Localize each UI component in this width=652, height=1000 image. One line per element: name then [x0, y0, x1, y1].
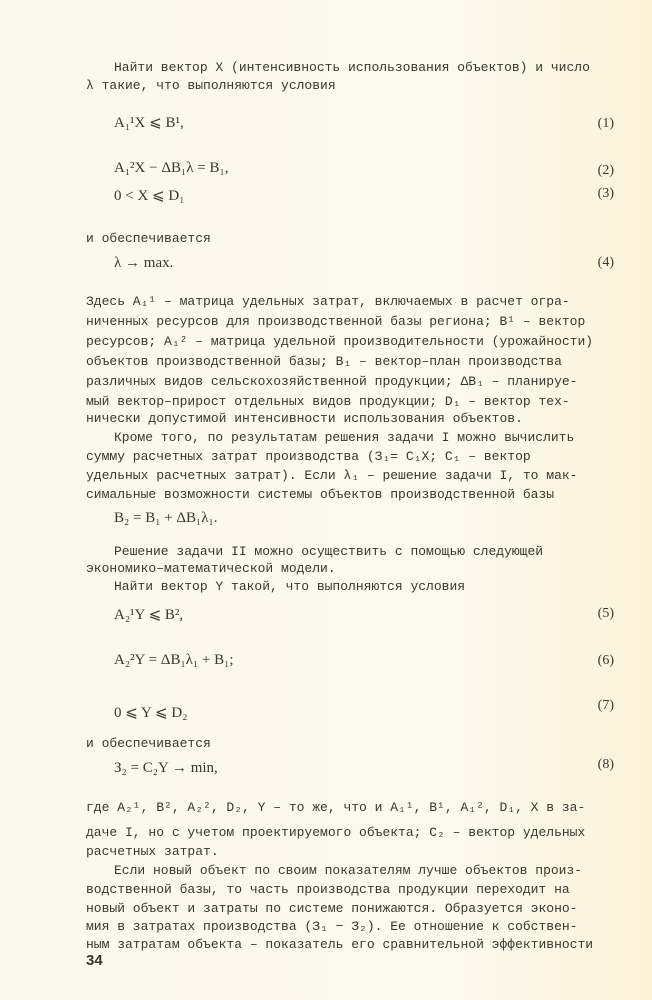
paragraph-line: λ такие, что выполняются условия	[86, 78, 336, 93]
paragraph-line: нически допустимой интенсивности использования объектов.	[86, 411, 523, 426]
paragraph-line: сумму расчетных затрат производства (З₁= C₁X; C₁ – вектор	[86, 449, 531, 464]
paragraph-line: ниченных ресурсов для производственной базы региона; B¹ – вектор	[86, 314, 586, 329]
paragraph-line: экономико–математической модели.	[86, 561, 336, 576]
equation-number: (1)	[597, 116, 614, 131]
paragraph-line: Найти вектор X (интенсивность использования объектов) и число	[114, 60, 590, 75]
equation-number: (8)	[597, 757, 614, 772]
equation-number: (4)	[597, 255, 614, 270]
equation-1: A₁¹X ⩽ B¹,	[114, 115, 184, 131]
paragraph-line: симальные возможности системы объектов производственной базы	[86, 487, 555, 502]
equation-2: A₁²X − ΔB₁λ = B₁,	[114, 160, 229, 176]
paragraph-line: удельных расчетных затрат). Если λ₁ – решение задачи I, то мак-	[86, 468, 578, 483]
paragraph-line: Найти вектор Y такой, что выполняются условия	[114, 579, 466, 594]
equation-5: A₂¹Y ⩽ B²,	[114, 607, 184, 623]
page-number: 34	[86, 952, 103, 969]
paragraph-line: ным затратам объекта – показатель его сравнительной эффективности	[86, 937, 594, 952]
paragraph-line: Кроме того, по результатам решения задачи I можно вычислить	[114, 430, 575, 445]
paragraph-line: ресурсов; A₁² – матрица удельной производительности (урожайности)	[86, 334, 594, 349]
paragraph-line: объектов производственной базы; B₁ – вектор–план производства	[86, 354, 562, 369]
equation-6: A₂²Y = ΔB₁λ₁ + B₁;	[114, 652, 234, 668]
paragraph-line: даче I, но с учетом проектируемого объекта; C₂ – вектор удельных	[86, 825, 586, 840]
paragraph-line: расчетных затрат.	[86, 844, 219, 859]
equation-number: (7)	[597, 698, 614, 713]
paragraph-line: и обеспечивается	[86, 231, 211, 246]
equation-8: З₂ = C₂Y → min,	[114, 760, 218, 776]
paragraph-line: мия в затратах производства (З₁ − З₂). Ее отношение к собствен-	[86, 919, 578, 934]
equation-3: 0 < X ⩽ D₁	[114, 188, 185, 204]
paragraph-line: Если новый объект по своим показателям лучше объектов произ-	[114, 863, 583, 878]
equation-number: (6)	[597, 653, 614, 668]
paragraph-line: Решение задачи II можно осуществить с помощью следующей	[114, 544, 544, 559]
equation-number: (2)	[597, 163, 614, 178]
paragraph-line: и обеспечивается	[86, 736, 211, 751]
paragraph-line: водственной базы, то часть производства продукции переходит на	[86, 882, 570, 897]
paragraph-line: Здесь A₁¹ – матрица удельных затрат, включаемых в расчет огра-	[86, 294, 570, 309]
paragraph-line: где A₂¹, B², A₂², D₂, Y – то же, что и A₁¹, B¹, A₁², D₁, X в за-	[86, 800, 586, 815]
paragraph-line: новый объект и затраты по системе понижаются. Образуется эконо-	[86, 901, 578, 916]
equation-b2: B₂ = B₁ + ΔB₁λ₁.	[114, 510, 218, 526]
equation-number: (5)	[597, 606, 614, 621]
equation-number: (3)	[597, 186, 614, 201]
paragraph-line: мый вектор–прирост отдельных видов продукции; D₁ – вектор тех-	[86, 394, 570, 409]
equation-4: λ → max.	[114, 255, 174, 271]
paragraph-line: различных видов сельскохозяйственной продукции; ΔB₁ – планируе-	[86, 374, 578, 389]
equation-7: 0 ⩽ Y ⩽ D₂	[114, 705, 188, 721]
